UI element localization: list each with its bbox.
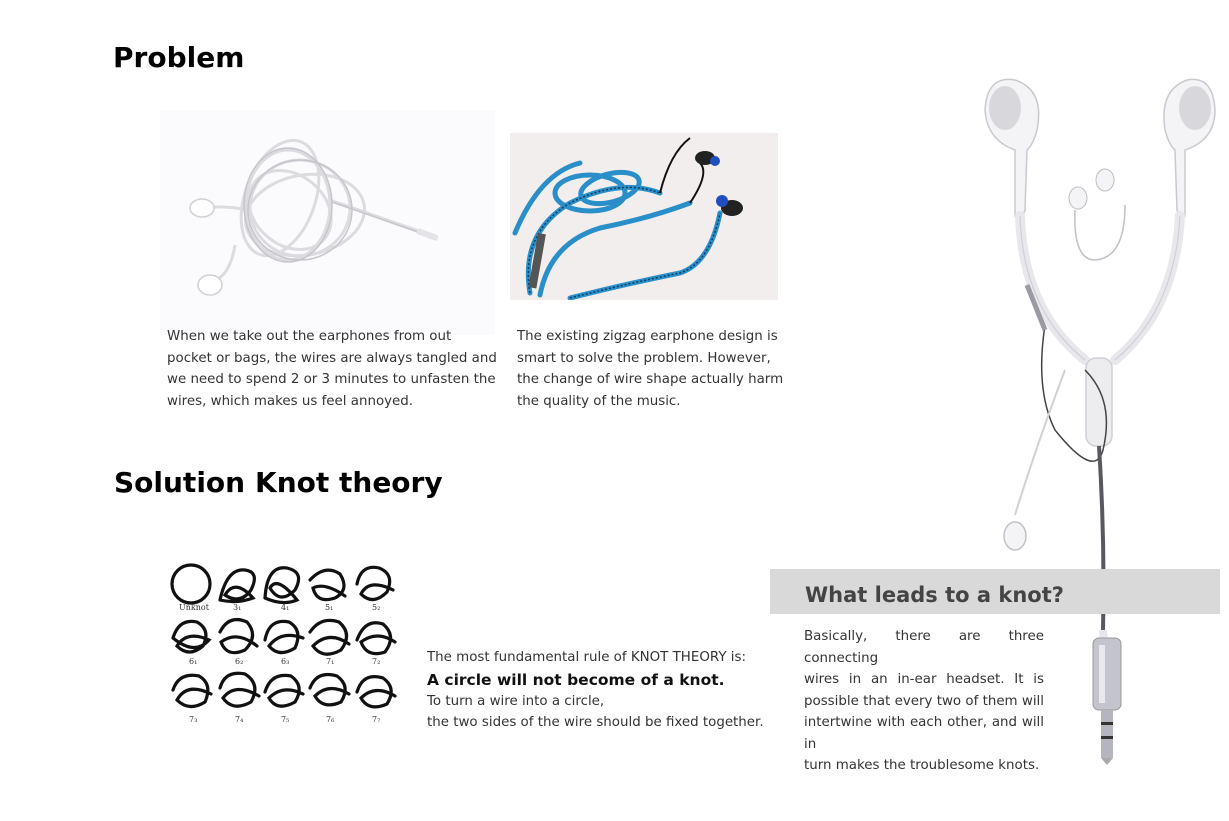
text-line: intertwine with each other, and will in [804, 715, 1044, 752]
text-line: smart to solve the problem. However, [517, 350, 771, 366]
knot-label: 6₂ [235, 657, 244, 666]
text-line: Basically, there are three connecting [804, 629, 1044, 666]
tangled-earphones-image [160, 110, 495, 335]
text-line: The existing zigzag earphone design is [517, 329, 778, 344]
knot-label: 6₁ [189, 657, 198, 666]
knot-table-image [165, 560, 400, 735]
knot-label: 7₇ [372, 715, 381, 724]
text-line: turn makes the troublesome knots. [804, 758, 1040, 773]
text-line: When we take out the earphones from out [167, 329, 452, 344]
solution-title: Solution [114, 466, 246, 499]
knot-label: 7₄ [235, 715, 244, 724]
knot-label: 4₁ [281, 603, 290, 612]
text-line: possible that every two of them will [804, 693, 1044, 709]
text-line: wires in an in-ear headset. It is [804, 672, 1044, 687]
knot-label: 7₂ [372, 657, 381, 666]
text-line: the change of wire shape actually harm [517, 372, 784, 387]
knot-theory-title: Knot theory [255, 466, 443, 499]
knot-label: 7₆ [326, 715, 335, 724]
knot-label: 5₂ [372, 603, 381, 612]
knot-label: 6₃ [281, 657, 290, 666]
rule-bold: A circle will not become of a knot. [427, 670, 725, 689]
knot-label: 7₃ [189, 715, 198, 724]
knot-label-unknot: Unknot [179, 603, 209, 612]
text-line: the two sides of the wire should be fixed together. [427, 715, 764, 730]
text-line: wires, which makes us feel annoyed. [167, 393, 414, 409]
text-line: the quality of the music. [517, 393, 681, 409]
knot-box-title: What leads to a knot? [805, 583, 1064, 607]
problem-left-text [167, 326, 497, 412]
knot-label: 5₁ [325, 603, 334, 612]
text-line: we need to spend 2 or 3 minutes to unfasten the [167, 372, 496, 387]
rule-intro: The most fundamental rule of KNOT THEORY is: [427, 650, 746, 665]
knot-label: 3₁ [233, 603, 242, 612]
text-line: To turn a wire into a circle, [427, 693, 605, 709]
zipper-earphones-image [510, 133, 778, 300]
knot-label: 7₁ [326, 657, 335, 666]
knot-label: 7₅ [281, 715, 290, 724]
knot-box-text [804, 626, 1044, 777]
problem-right-text [517, 326, 783, 412]
text-line: pocket or bags, the wires are always tangled and [167, 350, 497, 366]
problem-title: Problem [113, 41, 245, 74]
knot-rule-text [427, 647, 764, 734]
